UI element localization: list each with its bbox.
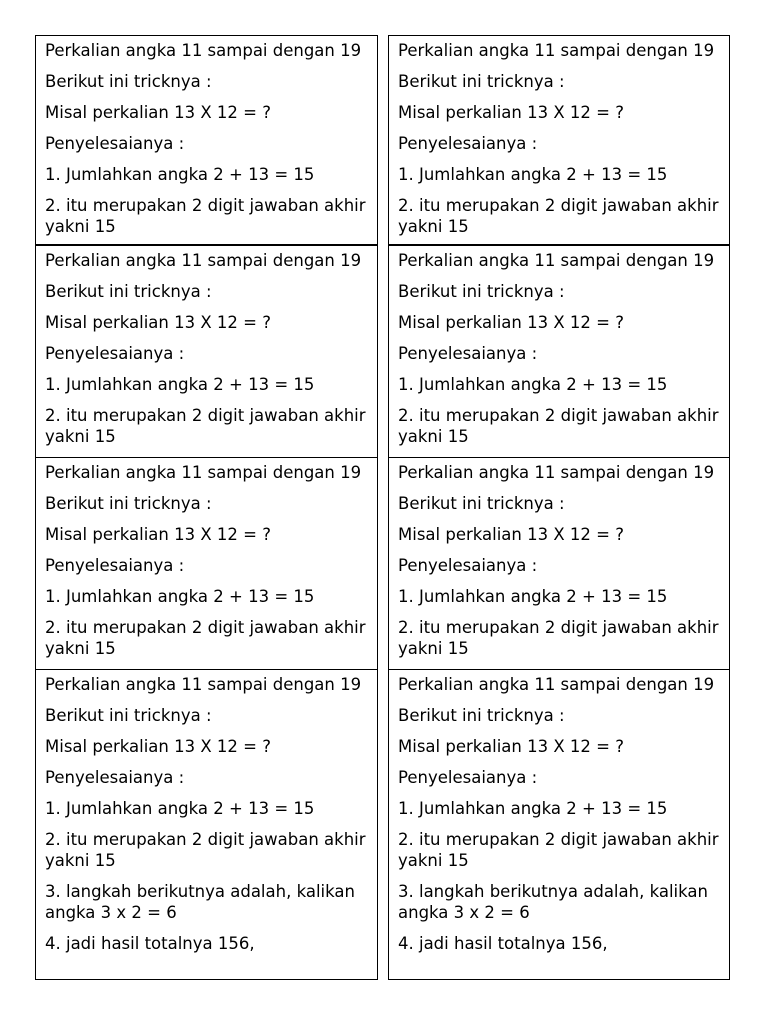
card-example: Misal perkalian 13 X 12 = ? <box>398 103 624 122</box>
card-title: Perkalian angka 11 sampai dengan 19 <box>45 463 362 482</box>
card-row2-left <box>35 245 378 458</box>
card-title: Perkalian angka 11 sampai dengan 19 <box>398 41 715 60</box>
card-step-2: 2. itu merupakan 2 digit jawaban akhir yakni 15 <box>398 830 719 870</box>
card-intro: Berikut ini tricknya : <box>398 494 565 513</box>
card-step-2: 2. itu merupakan 2 digit jawaban akhir yakni 15 <box>45 406 366 446</box>
card-row4-right <box>388 669 730 980</box>
card-step-2: 2. itu merupakan 2 digit jawaban akhir yakni 15 <box>398 406 719 446</box>
card-solution-label: Penyelesaianya : <box>45 768 185 787</box>
card-solution-label: Penyelesaianya : <box>398 344 538 363</box>
card-intro: Berikut ini tricknya : <box>45 706 212 725</box>
card-intro: Berikut ini tricknya : <box>45 72 212 91</box>
card-example: Misal perkalian 13 X 12 = ? <box>398 737 624 756</box>
card-example: Misal perkalian 13 X 12 = ? <box>45 525 271 544</box>
card-step-2: 2. itu merupakan 2 digit jawaban akhir yakni 15 <box>398 618 719 658</box>
card-title: Perkalian angka 11 sampai dengan 19 <box>45 675 362 694</box>
card-solution-label: Penyelesaianya : <box>45 344 185 363</box>
card-row3-right <box>388 457 730 670</box>
card-step-2: 2. itu merupakan 2 digit jawaban akhir yakni 15 <box>398 196 719 236</box>
card-title: Perkalian angka 11 sampai dengan 19 <box>45 41 362 60</box>
card-step-3: 3. langkah berikutnya adalah, kalikan angka 3 x 2 = 6 <box>398 882 708 922</box>
card-row4-left <box>35 669 378 980</box>
card-intro: Berikut ini tricknya : <box>398 706 565 725</box>
card-step-4: 4. jadi hasil totalnya 156, <box>45 934 255 953</box>
card-step-1: 1. Jumlahkan angka 2 + 13 = 15 <box>398 799 668 818</box>
card-step-2: 2. itu merupakan 2 digit jawaban akhir yakni 15 <box>45 618 366 658</box>
card-step-1: 1. Jumlahkan angka 2 + 13 = 15 <box>398 375 668 394</box>
card-intro: Berikut ini tricknya : <box>45 282 212 301</box>
card-solution-label: Penyelesaianya : <box>398 556 538 575</box>
card-example: Misal perkalian 13 X 12 = ? <box>398 525 624 544</box>
card-title: Perkalian angka 11 sampai dengan 19 <box>45 251 362 270</box>
card-step-3: 3. langkah berikutnya adalah, kalikan angka 3 x 2 = 6 <box>45 882 355 922</box>
card-step-1: 1. Jumlahkan angka 2 + 13 = 15 <box>45 375 315 394</box>
card-step-1: 1. Jumlahkan angka 2 + 13 = 15 <box>398 165 668 184</box>
card-step-1: 1. Jumlahkan angka 2 + 13 = 15 <box>45 799 315 818</box>
card-intro: Berikut ini tricknya : <box>398 282 565 301</box>
card-row1-right <box>388 35 730 245</box>
card-title: Perkalian angka 11 sampai dengan 19 <box>398 675 715 694</box>
card-example: Misal perkalian 13 X 12 = ? <box>398 313 624 332</box>
card-title: Perkalian angka 11 sampai dengan 19 <box>398 251 715 270</box>
card-solution-label: Penyelesaianya : <box>45 556 185 575</box>
card-step-2: 2. itu merupakan 2 digit jawaban akhir yakni 15 <box>45 196 366 236</box>
card-step-2: 2. itu merupakan 2 digit jawaban akhir yakni 15 <box>45 830 366 870</box>
card-solution-label: Penyelesaianya : <box>45 134 185 153</box>
card-example: Misal perkalian 13 X 12 = ? <box>45 103 271 122</box>
card-intro: Berikut ini tricknya : <box>398 72 565 91</box>
card-title: Perkalian angka 11 sampai dengan 19 <box>398 463 715 482</box>
card-solution-label: Penyelesaianya : <box>398 134 538 153</box>
card-example: Misal perkalian 13 X 12 = ? <box>45 313 271 332</box>
card-example: Misal perkalian 13 X 12 = ? <box>45 737 271 756</box>
card-intro: Berikut ini tricknya : <box>45 494 212 513</box>
card-step-1: 1. Jumlahkan angka 2 + 13 = 15 <box>398 587 668 606</box>
card-row2-right <box>388 245 730 458</box>
card-row1-left <box>35 35 378 245</box>
card-row3-left <box>35 457 378 670</box>
card-step-1: 1. Jumlahkan angka 2 + 13 = 15 <box>45 587 315 606</box>
card-solution-label: Penyelesaianya : <box>398 768 538 787</box>
card-step-1: 1. Jumlahkan angka 2 + 13 = 15 <box>45 165 315 184</box>
card-step-4: 4. jadi hasil totalnya 156, <box>398 934 608 953</box>
